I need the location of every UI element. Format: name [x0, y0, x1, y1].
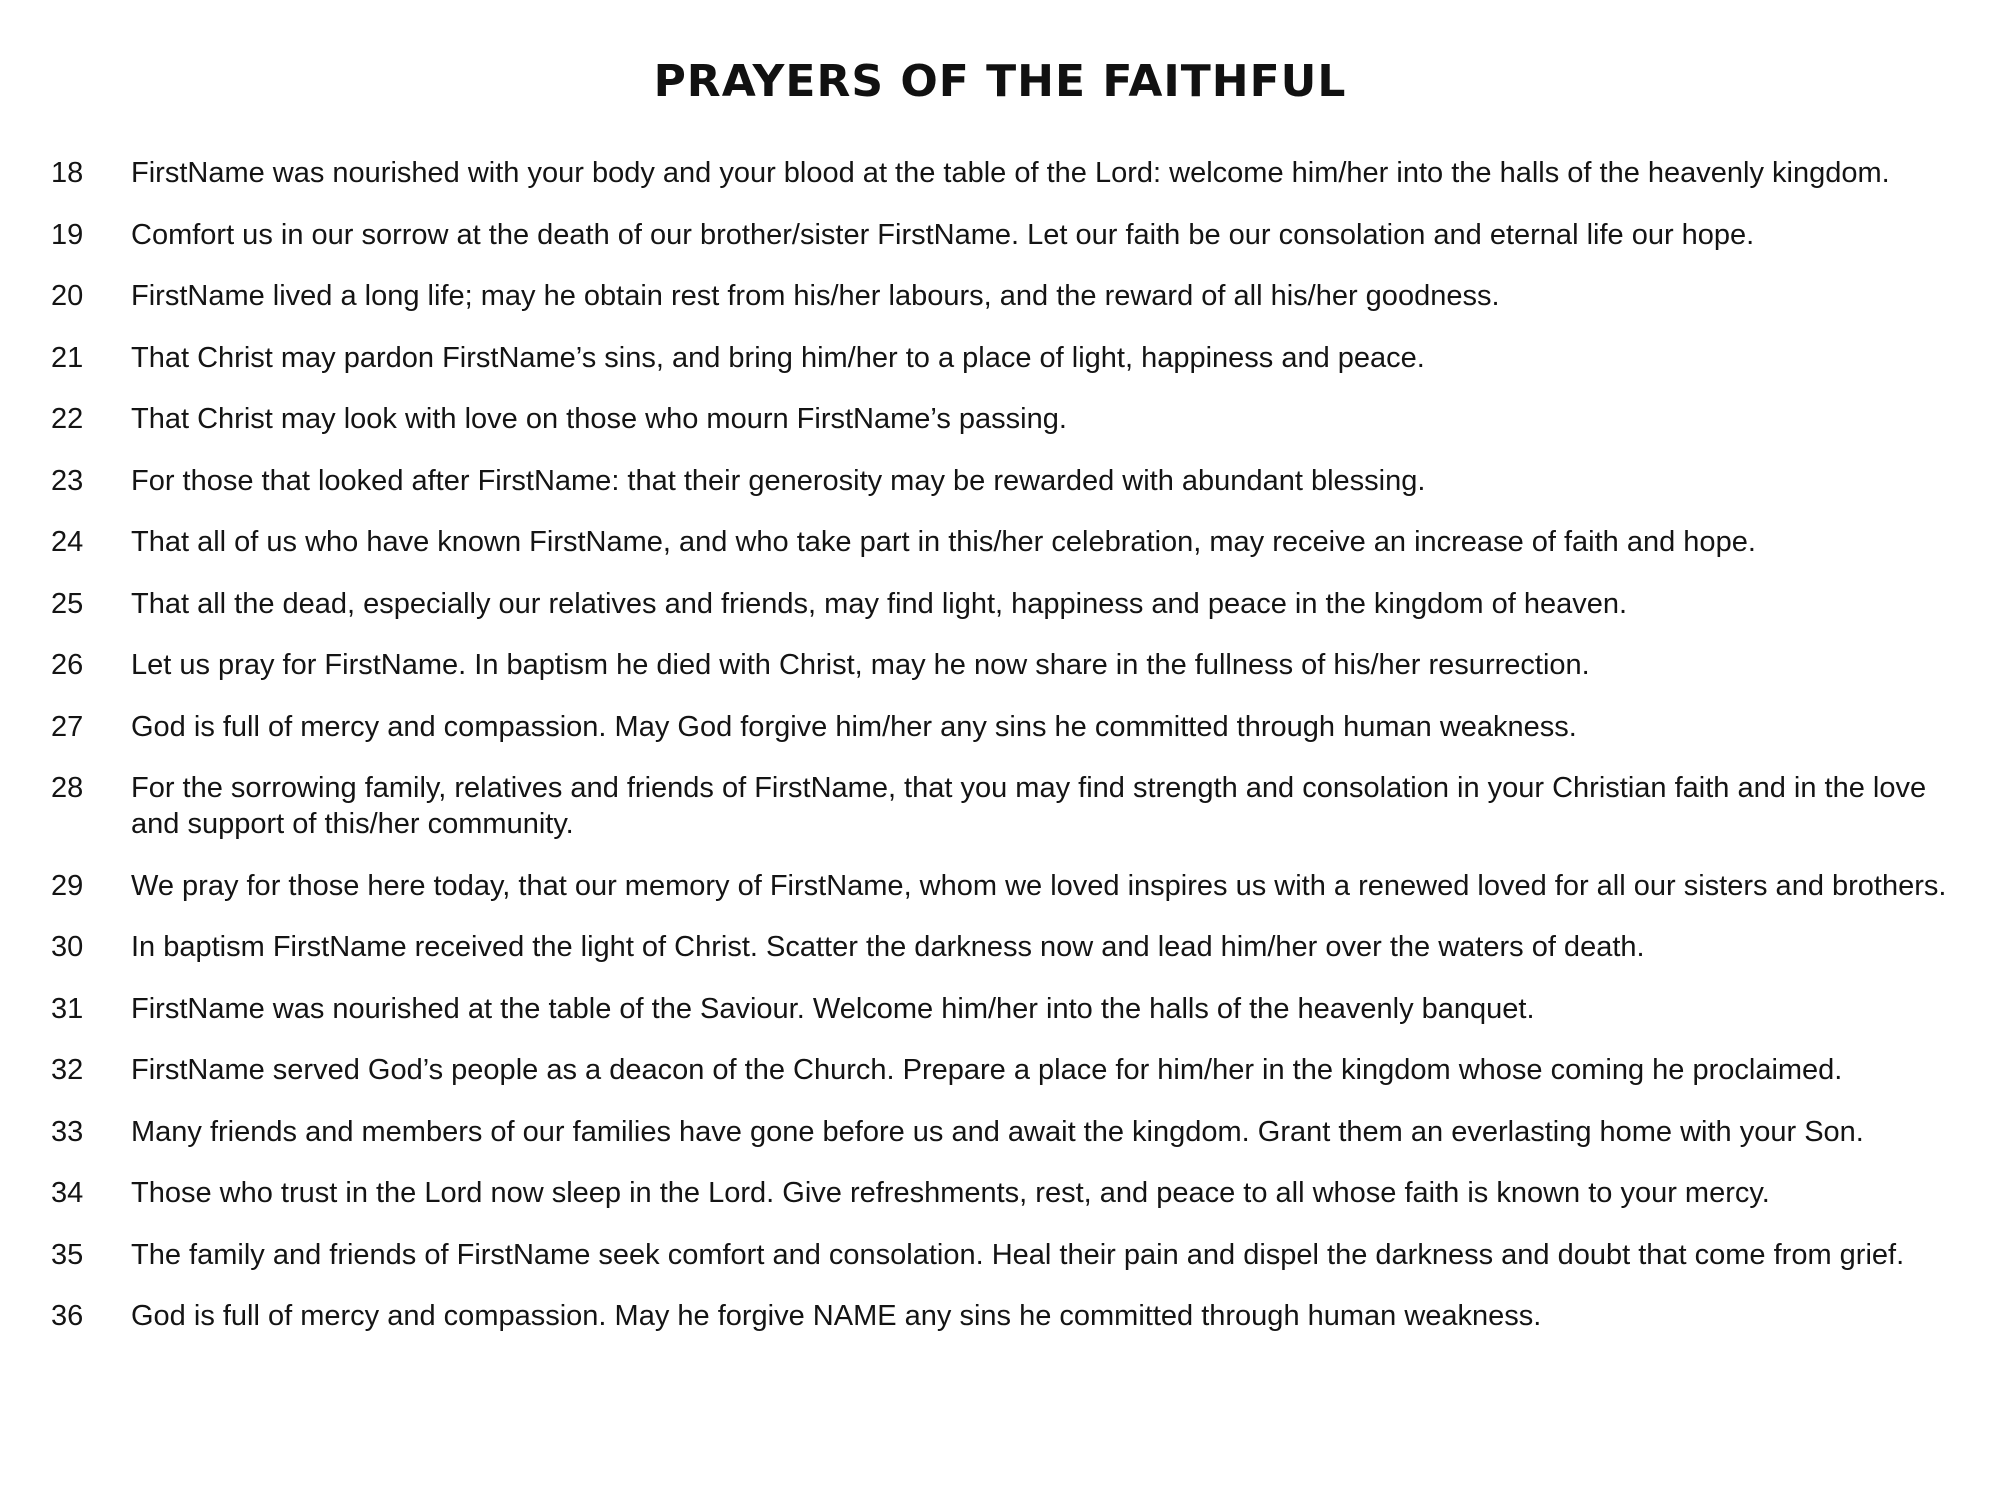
prayer-number: 29	[51, 869, 84, 902]
prayer-list	[0, 155, 2000, 1360]
page-title: PRAYERS OF THE FAITHFUL	[653, 56, 1347, 107]
prayer-item	[0, 1114, 2000, 1150]
prayer-text: God is full of mercy and compassion. May God forgive him/her any sins he committed through human weakness.	[131, 710, 1577, 743]
prayer-text: That all the dead, especially our relatives and friends, may find light, happiness and peace in the kingdom of heaven.	[131, 587, 1628, 620]
prayer-number: 26	[51, 649, 84, 681]
prayer-item	[0, 278, 2000, 314]
prayer-text: Many friends and members of our families have gone before us and await the kingdom. Grant them an everlasting home with your Son.	[131, 1115, 1864, 1148]
prayer-number: 24	[51, 526, 84, 558]
prayer-item	[0, 155, 2000, 191]
prayer-number: 30	[51, 931, 84, 963]
prayer-item	[0, 647, 2000, 683]
prayer-text: FirstName was nourished at the table of the Saviour. Welcome him/her into the halls of the heavenly banquet.	[131, 992, 1535, 1025]
prayer-text: God is full of mercy and compassion. May he forgive NAME any sins he committed through human weakness.	[131, 1300, 1542, 1332]
prayer-number: 21	[51, 341, 84, 374]
prayer-number: 31	[51, 992, 84, 1025]
prayer-number: 34	[51, 1177, 84, 1209]
prayer-text: FirstName served God’s people as a deacon of the Church. Prepare a place for him/her in the kingdom whose coming he proclaimed.	[131, 1054, 1843, 1086]
prayer-text: In baptism FirstName received the light of Christ. Scatter the darkness now and lead him/her over the waters of death.	[131, 931, 1645, 963]
prayer-text: Let us pray for FirstName. In baptism he died with Christ, may he now share in the fullness of his/her resurrection.	[131, 649, 1590, 681]
prayer-text: That all of us who have known FirstName, and who take part in this/her celebration, may receive an increase of faith and hope.	[131, 526, 1756, 558]
prayer-text: FirstName was nourished with your body and your blood at the table of the Lord: welcome him/her into the halls of the heavenly kingdom.	[131, 157, 1890, 189]
prayer-text: For the sorrowing family, relatives and friends of FirstName, that you may find strength and consolation in your Christian faith and in the love and support of this/her community.	[131, 772, 1927, 840]
prayer-item	[0, 217, 2000, 253]
prayer-text: For those that looked after FirstName: that their generosity may be rewarded with abundant blessing.	[131, 464, 1426, 497]
prayer-text: FirstName lived a long life; may he obtain rest from his/her labours, and the reward of all his/her goodness.	[131, 280, 1500, 312]
prayer-number: 23	[51, 464, 84, 497]
prayer-number: 18	[51, 157, 84, 189]
prayer-number: 20	[51, 280, 84, 312]
prayer-item	[0, 524, 2000, 560]
prayer-number: 35	[51, 1238, 84, 1271]
prayer-text: That Christ may pardon FirstName’s sins, and bring him/her to a place of light, happiness and peace.	[131, 341, 1425, 374]
prayer-item	[0, 463, 2000, 499]
prayer-number: 19	[51, 218, 84, 251]
prayer-item	[0, 929, 2000, 965]
prayer-item	[0, 340, 2000, 376]
prayer-text: Those who trust in the Lord now sleep in the Lord. Give refreshments, rest, and peace to all whose faith is known to your mercy.	[131, 1177, 1770, 1209]
prayer-text: That Christ may look with love on those who mourn FirstName’s passing.	[131, 403, 1067, 435]
prayer-number: 27	[51, 710, 84, 743]
prayer-number: 32	[51, 1054, 84, 1086]
prayer-item	[0, 868, 2000, 904]
prayer-item	[0, 1298, 2000, 1334]
prayer-item	[0, 709, 2000, 745]
prayer-number: 25	[51, 587, 84, 620]
prayer-item	[0, 1052, 2000, 1088]
prayer-number: 33	[51, 1115, 84, 1148]
prayer-text: Comfort us in our sorrow at the death of our brother/sister FirstName. Let our faith be our consolation and eternal life our hope.	[131, 218, 1755, 251]
prayer-number: 36	[51, 1300, 84, 1332]
prayer-item	[0, 770, 2000, 842]
prayer-item	[0, 586, 2000, 622]
prayer-item	[0, 1175, 2000, 1211]
prayer-item	[0, 991, 2000, 1027]
prayer-item	[0, 1237, 2000, 1273]
prayer-text: We pray for those here today, that our memory of FirstName, whom we loved inspires us with a renewed loved for all our sisters and brothers.	[131, 869, 1947, 902]
prayer-number: 28	[51, 772, 84, 804]
prayer-item	[0, 401, 2000, 437]
prayer-text: The family and friends of FirstName seek comfort and consolation. Heal their pain and dispel the darkness and doubt that come from grief.	[131, 1238, 1905, 1271]
prayer-number: 22	[51, 403, 84, 435]
